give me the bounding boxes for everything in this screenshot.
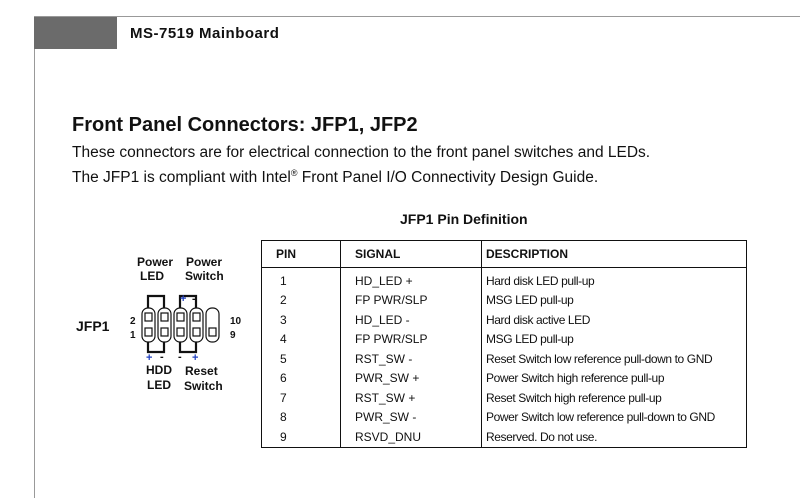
cell-signal: FP PWR/SLP xyxy=(341,291,482,311)
cell-signal: RST_SW - xyxy=(341,349,482,369)
reset-switch-label-line2: Switch xyxy=(184,379,223,393)
description-line-1: These connectors are for electrical connection to the front panel switches and LEDs. xyxy=(72,144,651,161)
table-header-row xyxy=(262,241,747,268)
cell-signal: PWR_SW + xyxy=(341,369,482,389)
header-description: DESCRIPTION xyxy=(482,241,747,268)
cell-signal: HD_LED + xyxy=(341,268,482,291)
jfp1-label: JFP1 xyxy=(76,318,110,334)
pin-1-label: 1 xyxy=(130,330,136,341)
cell-signal: HD_LED - xyxy=(341,310,482,330)
hdd-led-label-line2: LED xyxy=(147,378,171,392)
description-line-2-pre: The JFP1 is compliant with Intel xyxy=(72,169,291,187)
cell-description: Power Switch high reference pull-up xyxy=(482,369,747,389)
cell-pin: 1 xyxy=(262,268,341,291)
power-led-label-line2: LED xyxy=(140,269,164,283)
hdd-led-plus: + xyxy=(146,352,153,364)
power-led-label-line1: Power xyxy=(137,255,174,269)
pin-squares xyxy=(145,313,216,336)
table-row xyxy=(262,291,747,311)
header-signal: SIGNAL xyxy=(341,241,482,268)
cell-pin: 3 xyxy=(262,310,341,330)
cell-description: Power Switch low reference pull-down to GND xyxy=(482,408,747,428)
pin-definition-table xyxy=(261,240,747,448)
cell-pin: 8 xyxy=(262,408,341,428)
cell-pin: 4 xyxy=(262,330,341,350)
cell-pin: 2 xyxy=(262,291,341,311)
hdd-led-minus: - xyxy=(160,351,164,363)
cell-signal: RSVD_DNU xyxy=(341,427,482,447)
cell-description: Reserved. Do not use. xyxy=(482,427,747,447)
table-row xyxy=(262,349,747,369)
cell-pin: 7 xyxy=(262,388,341,408)
table-row xyxy=(262,388,747,408)
header-pin: PIN xyxy=(262,241,341,268)
cell-pin: 5 xyxy=(262,349,341,369)
hdd-led-label-line1: HDD xyxy=(146,363,172,377)
description-line-2-post: Front Panel I/O Connectivity Design Guide. xyxy=(297,169,599,187)
page-border-left xyxy=(34,16,35,498)
cell-description: Reset Switch high reference pull-up xyxy=(482,388,747,408)
power-switch-label-line1: Power xyxy=(186,255,223,269)
cell-signal: FP PWR/SLP xyxy=(341,330,482,350)
power-switch-plus: + xyxy=(180,293,187,305)
cell-description: Hard disk active LED xyxy=(482,310,747,330)
table-row xyxy=(262,427,747,447)
header-title: MS-7519 Mainboard xyxy=(130,25,280,42)
table-row xyxy=(262,408,747,428)
pin-definition-title: JFP1 Pin Definition xyxy=(400,211,528,227)
power-switch-minus: - xyxy=(192,293,196,305)
page-border-top xyxy=(34,16,800,17)
pin-9-label: 9 xyxy=(230,330,236,341)
pin-10-label: 10 xyxy=(230,316,242,327)
header-color-block xyxy=(34,17,117,49)
cell-pin: 9 xyxy=(262,427,341,447)
section-description xyxy=(72,142,650,188)
cell-description: Reset Switch low reference pull-down to GND xyxy=(482,349,747,369)
reset-switch-plus: + xyxy=(192,352,199,364)
jfp1-connector-diagram xyxy=(72,250,252,400)
cell-description: Hard disk LED pull-up xyxy=(482,268,747,291)
cell-pin: 6 xyxy=(262,369,341,389)
table-row xyxy=(262,310,747,330)
cell-description: MSG LED pull-up xyxy=(482,330,747,350)
table-row xyxy=(262,369,747,389)
cell-signal: PWR_SW - xyxy=(341,408,482,428)
cell-description: MSG LED pull-up xyxy=(482,291,747,311)
pin-2-label: 2 xyxy=(130,316,136,327)
table-row xyxy=(262,268,747,291)
description-line-2 xyxy=(72,163,650,188)
registered-mark: ® xyxy=(290,168,298,178)
reset-switch-minus: - xyxy=(178,351,182,363)
table-row xyxy=(262,330,747,350)
cell-signal: RST_SW + xyxy=(341,388,482,408)
reset-switch-label-line1: Reset xyxy=(185,364,218,378)
power-switch-label-line2: Switch xyxy=(185,269,224,283)
section-title: Front Panel Connectors: JFP1, JFP2 xyxy=(72,114,418,136)
